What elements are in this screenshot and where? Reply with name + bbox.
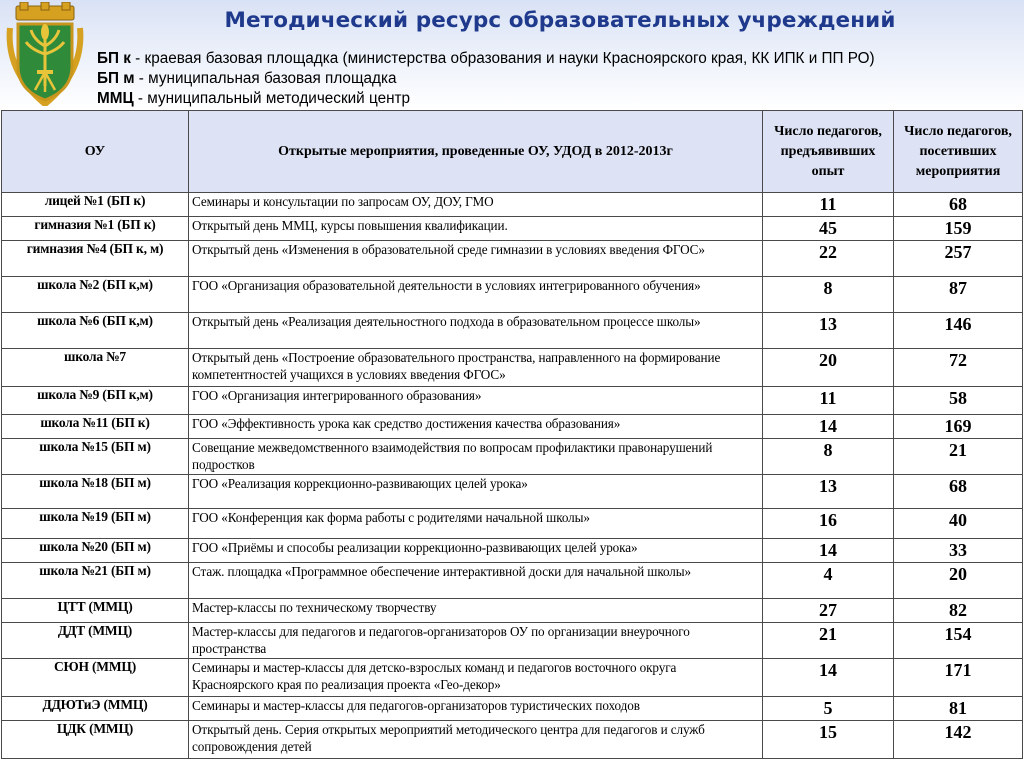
presented-count-cell: 14 xyxy=(763,539,894,563)
presented-count-cell: 14 xyxy=(763,415,894,439)
event-cell: ГОО «Организация интегрированного образования» xyxy=(189,387,763,415)
table-row xyxy=(2,241,1023,277)
table-body xyxy=(2,193,1023,759)
presented-count-cell: 11 xyxy=(763,193,894,217)
event-cell: Мастер-классы по техническому творчеству xyxy=(189,599,763,623)
table-row xyxy=(2,509,1023,539)
presented-count-cell: 14 xyxy=(763,659,894,697)
attended-count-cell: 82 xyxy=(894,599,1023,623)
ou-cell: СЮН (ММЦ) xyxy=(2,659,189,697)
table-row xyxy=(2,349,1023,387)
legend-text: - муниципальная базовая площадка xyxy=(134,69,397,87)
ou-cell: ДДТ (ММЦ) xyxy=(2,623,189,659)
table-row xyxy=(2,475,1023,509)
event-cell: Открытый день. Серия открытых мероприятий методического центра для педагогов и служб сопровождения детей xyxy=(189,721,763,759)
ou-cell: гимназия №4 (БП к, м) xyxy=(2,241,189,277)
attended-count-cell: 40 xyxy=(894,509,1023,539)
legend-abbr: ММЦ xyxy=(97,89,134,107)
event-cell: ГОО «Приёмы и способы реализации коррекционно-развивающих целей урока» xyxy=(189,539,763,563)
table-row xyxy=(2,623,1023,659)
ou-cell: школа №11 (БП к) xyxy=(2,415,189,439)
presented-count-cell: 8 xyxy=(763,277,894,313)
presented-count-cell: 20 xyxy=(763,349,894,387)
event-cell: Мастер-классы для педагогов и педагогов-организаторов ОУ по организации внеурочного пространства xyxy=(189,623,763,659)
column-header-teachers-attended: Число педагогов, посетивших мероприятия xyxy=(894,111,1023,193)
attended-count-cell: 146 xyxy=(894,313,1023,349)
legend-item xyxy=(97,89,1017,109)
presented-count-cell: 13 xyxy=(763,475,894,509)
legend-abbr: БП м xyxy=(97,69,135,87)
event-cell: Открытый день «Реализация деятельностного подхода в образовательном процессе школы» xyxy=(189,313,763,349)
ou-cell: ЦТТ (ММЦ) xyxy=(2,599,189,623)
ou-cell: школа №20 (БП м) xyxy=(2,539,189,563)
attended-count-cell: 171 xyxy=(894,659,1023,697)
presented-count-cell: 21 xyxy=(763,623,894,659)
column-header-events: Открытые мероприятия, проведенные ОУ, УДОД в 2012-2013г xyxy=(189,111,763,193)
attended-count-cell: 58 xyxy=(894,387,1023,415)
attended-count-cell: 68 xyxy=(894,475,1023,509)
event-cell: ГОО «Реализация коррекционно-развивающих целей урока» xyxy=(189,475,763,509)
event-cell: ГОО «Конференция как форма работы с родителями начальной школы» xyxy=(189,509,763,539)
column-header-teachers-presented: Число педагогов, предъявивших опыт xyxy=(763,111,894,193)
event-cell: ГОО «Эффективность урока как средство достижения качества образования» xyxy=(189,415,763,439)
attended-count-cell: 81 xyxy=(894,697,1023,721)
event-cell: Открытый день «Построение образовательного пространства, направленного на формирование компетентностей учащихся в условиях введения ФГОС» xyxy=(189,349,763,387)
ou-cell: школа №9 (БП к,м) xyxy=(2,387,189,415)
attended-count-cell: 72 xyxy=(894,349,1023,387)
ou-cell: лицей №1 (БП к) xyxy=(2,193,189,217)
legend-item xyxy=(97,69,1017,89)
presented-count-cell: 45 xyxy=(763,217,894,241)
presented-count-cell: 22 xyxy=(763,241,894,277)
ou-cell: школа №18 (БП м) xyxy=(2,475,189,509)
attended-count-cell: 33 xyxy=(894,539,1023,563)
ou-cell: ДДЮТиЭ (ММЦ) xyxy=(2,697,189,721)
ou-cell: ЦДК (ММЦ) xyxy=(2,721,189,759)
table-row xyxy=(2,217,1023,241)
event-cell: Открытый день «Изменения в образовательной среде гимназии в условиях введения ФГОС» xyxy=(189,241,763,277)
presented-count-cell: 5 xyxy=(763,697,894,721)
table-row xyxy=(2,721,1023,759)
table-row xyxy=(2,563,1023,599)
ou-cell: школа №15 (БП м) xyxy=(2,439,189,475)
event-cell: Совещание межведомственного взаимодействия по вопросам профилактики правонарушений подростков xyxy=(189,439,763,475)
ou-cell: школа №6 (БП к,м) xyxy=(2,313,189,349)
presented-count-cell: 27 xyxy=(763,599,894,623)
abbreviation-legend xyxy=(97,49,1017,108)
coat-of-arms-icon xyxy=(4,2,86,106)
legend-text: - краевая базовая площадка (министерства образования и науки Красноярского края, КК ИПК и ПП РО) xyxy=(130,50,875,67)
attended-count-cell: 20 xyxy=(894,563,1023,599)
table-row xyxy=(2,415,1023,439)
event-cell: Семинары и консультации по запросам ОУ, ДОУ, ГМО xyxy=(189,193,763,217)
table-row xyxy=(2,313,1023,349)
presented-count-cell: 11 xyxy=(763,387,894,415)
table-header-row xyxy=(2,111,1023,193)
attended-count-cell: 87 xyxy=(894,277,1023,313)
presented-count-cell: 16 xyxy=(763,509,894,539)
page-title: Методический ресурс образовательных учреждений xyxy=(224,8,896,33)
table-row xyxy=(2,539,1023,563)
table-row xyxy=(2,193,1023,217)
attended-count-cell: 169 xyxy=(894,415,1023,439)
attended-count-cell: 68 xyxy=(894,193,1023,217)
column-header-ou: ОУ xyxy=(2,111,189,193)
table-row xyxy=(2,439,1023,475)
attended-count-cell: 142 xyxy=(894,721,1023,759)
legend-item xyxy=(97,49,1017,69)
presented-count-cell: 13 xyxy=(763,313,894,349)
events-table xyxy=(1,110,1023,759)
ou-cell: школа №2 (БП к,м) xyxy=(2,277,189,313)
table-row xyxy=(2,277,1023,313)
ou-cell: школа №7 xyxy=(2,349,189,387)
attended-count-cell: 257 xyxy=(894,241,1023,277)
event-cell: Открытый день ММЦ, курсы повышения квалификации. xyxy=(189,217,763,241)
event-cell: Семинары и мастер-классы для детско-взрослых команд и педагогов восточного округа Красноярского края по реализация проекта «Гео-декор» xyxy=(189,659,763,697)
table-row xyxy=(2,659,1023,697)
ou-cell: школа №21 (БП м) xyxy=(2,563,189,599)
legend-text: - муниципальный методический центр xyxy=(133,89,411,107)
presented-count-cell: 8 xyxy=(763,439,894,475)
attended-count-cell: 159 xyxy=(894,217,1023,241)
table-row xyxy=(2,697,1023,721)
presented-count-cell: 15 xyxy=(763,721,894,759)
table-row xyxy=(2,387,1023,415)
table-row xyxy=(2,599,1023,623)
legend-abbr: БП к xyxy=(97,50,131,67)
ou-cell: гимназия №1 (БП к) xyxy=(2,217,189,241)
attended-count-cell: 21 xyxy=(894,439,1023,475)
event-cell: Семинары и мастер-классы для педагогов-организаторов туристических походов xyxy=(189,697,763,721)
ou-cell: школа №19 (БП м) xyxy=(2,509,189,539)
presented-count-cell: 4 xyxy=(763,563,894,599)
event-cell: ГОО «Организация образовательной деятельности в условиях интегрированного обучения» xyxy=(189,277,763,313)
event-cell: Стаж. площадка «Программное обеспечение интерактивной доски для начальной школы» xyxy=(189,563,763,599)
attended-count-cell: 154 xyxy=(894,623,1023,659)
slide-header xyxy=(0,0,1024,110)
